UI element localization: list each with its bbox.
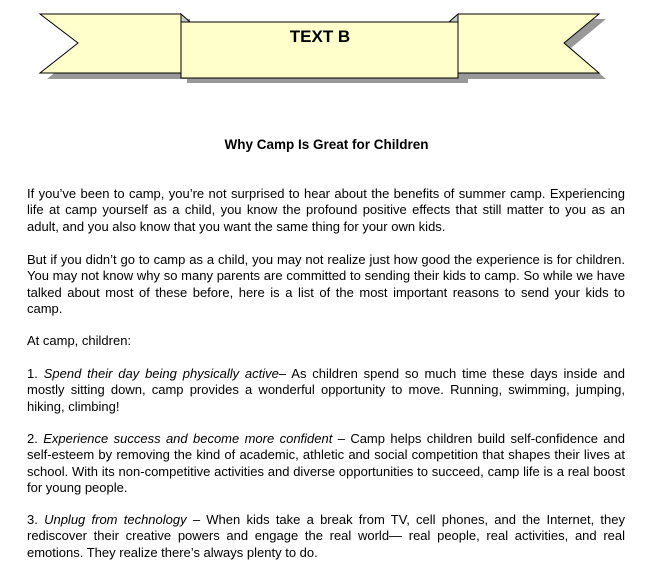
ribbon-right-tail [458, 14, 599, 73]
ribbon-right-fold [449, 14, 458, 22]
list-item-title: Experience success and become more confident [43, 431, 333, 446]
list-item [27, 366, 625, 415]
list-item-title: Spend their day being physically active– [43, 366, 287, 381]
list-item-title: Unplug from technology [44, 512, 187, 527]
list-item-text: As children spend so much time these days inside and mostly sitting down, camp provides a wonderful opportunity to move. Running, swimming, jumping, hiking, climbing! [27, 366, 625, 414]
list-item-text: – Camp helps children build self-confidence and self-esteem by removing the kind of academic, athletic and social competition that shapes their lives at school. With its non-competitive activities and diverse opportunities to succeed, camp life is a real boost for young people. [27, 431, 625, 496]
ribbon-left-fold [181, 14, 190, 22]
article-heading: Why Camp Is Great for Children [224, 137, 429, 152]
banner-title: TEXT B [289, 27, 351, 46]
list-item-number: 1. [27, 366, 38, 381]
list-item [27, 431, 625, 497]
paragraph-second: But if you didn’t go to camp as a child, you may not realize just how good the experience is for children. You may not know why so many parents are committed to sending their kids to camp. So while we have talked about most of these before, here is a list of the most important reasons to send your kids to camp. [27, 252, 625, 317]
list-item [27, 512, 625, 561]
paragraph-intro: If you’ve been to camp, you’re not surprised to hear about the benefits of summer camp. Experiencing life at camp yourself as a child, you know the profound positive effects that still matter to you as an adult, and you also know that you want the same thing for your own kids. [27, 186, 625, 234]
ribbon-left-tail [40, 14, 181, 73]
list-item-number: 2. [27, 431, 38, 446]
paragraph-lead-in: At camp, children: [27, 333, 132, 348]
list-item-number: 3. [27, 512, 38, 527]
list-item-text: – When kids take a break from TV, cell phones, and the Internet, they rediscover their creative powers and engage the real world— real people, real activities, and real emotions. They realize there’s always plenty to do. [27, 512, 625, 560]
